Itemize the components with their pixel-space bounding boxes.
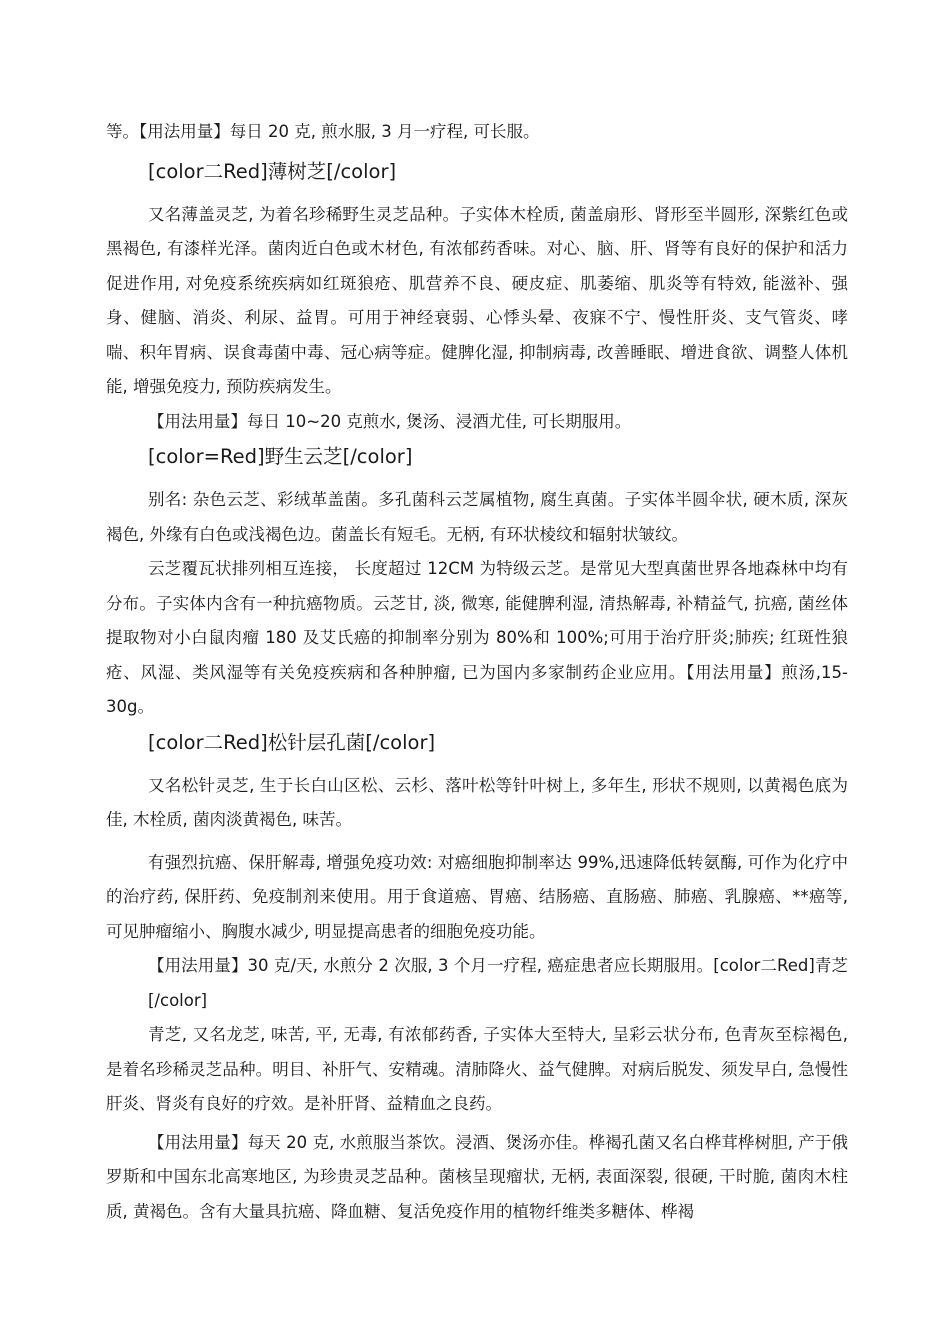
paragraph-dosage-3: 【用法用量】每天 20 克, 水煎服当茶饮。浸酒、煲汤亦佳。桦褐孔菌又名白桦茸桦树胆, 产于俄罗斯和中国东北高寒地区, 为珍贵灵芝品种。菌核呈现瘤状, 无柄, 表面深裂, 很硬, 干时脆, 菌肉木柱质, 黄褐色。含有大量具抗癌、降血糖、复活免疫作用的植物纤维类多糖体、桦褐 xyxy=(106,1132,848,1221)
paragraph-continuation: 等。【用法用量】每日 20 克, 煎水服, 3 月一疗程, 可长服。 xyxy=(106,122,540,141)
paragraph-song-zhen-effects: 有强烈抗癌、保肝解毒, 增强免疫功效: 对癌细胞抑制率达 99%,迅速降低转氨酶, 可作为化疗中的治疗药, 保肝药、免疫制剂来使用。用于食道癌、胃癌、结肠癌、直肠癌、肺癌、乳腺癌、**癌等, 可见肿瘤缩小、胸腹水减少, 明显提高患者的细胞免疫功能。 xyxy=(106,852,848,941)
paragraph-dosage-2: 【用法用量】30 克/天, 水煎分 2 次服, 3 个月一疗程, 癌症患者应长期服用。[color二Red]青芝[/color] xyxy=(148,956,848,1010)
paragraph-yun-zhi-alias: 别名: 杂色云芝、彩绒革盖菌。多孔菌科云芝属植物, 腐生真菌。子实体半圆伞状, 硬木质, 深灰褐色, 外缘有白色或浅褐色边。菌盖长有短毛。无柄, 有环状棱纹和辐射状皱纹。 xyxy=(106,490,848,544)
heading-ye-sheng-yun-zhi: [color=Red]野生云芝[/color] xyxy=(148,445,413,468)
paragraph-bo-shu-zhi: 又名薄盖灵芝, 为着名珍稀野生灵芝品种。子实体木栓质, 菌盖扇形、肾形至半圆形, 深紫红色或黑褐色, 有漆样光泽。菌肉近白色或木材色, 有浓郁药香味。对心、脑、肝、肾等有良好的保护和活力促进作用, 对免疫系统疾病如红斑狼疮、肌营养不良、硬皮症、肌萎缩、肌炎等有特效, 能滋补、强身、健脑、消炎、利尿、益胃。可用于神经衰弱、心悸头晕、夜寐不宁、慢性肝炎、支气管炎、哮喘、积年胃病、误食毒菌中毒、冠心病等症。健脾化湿, 抑制病毒, 改善睡眠、增进食欲、调整人体机能, 增强免疫力, 预防疾病发生。 xyxy=(106,204,848,396)
paragraph-dosage-1: 【用法用量】每日 10~20 克煎水, 煲汤、浸酒尤佳, 可长期服用。 xyxy=(148,411,632,431)
paragraph-song-zhen-alias: 又名松针灵芝, 生于长白山区松、云杉、落叶松等针叶树上, 多年生, 形状不规则, 以黄褐色底为佳, 木栓质, 菌肉淡黄褐色, 味苦。 xyxy=(106,775,848,829)
heading-song-zhen-ceng-kong-jun: [color二Red]松针层孔菌[/color] xyxy=(148,730,436,754)
paragraph-yun-zhi-effects: 云芝覆瓦状排列相互连接， 长度超过 12CM 为特级云芝。是常见大型真菌世界各地森林中均有分布。子实体内含有一种抗癌物质。云芝甘, 淡, 微寒, 能健脾利湿, 清热解毒, 补精益气, 抗癌, 菌丝体提取物对小白鼠肉瘤 180 及艾氏癌的抑制率分别为 80%和 100%;可用于治疗肝炎;肺疾; 红斑性狼疮、风湿、类风湿等有关免疫疾病和各种肿瘤, 已为国内多家制药企业应用。【用法用量】煎汤,15-30g。 xyxy=(106,559,848,716)
paragraph-qing-zhi: 青芝, 又名龙芝, 味苦, 平, 无毒, 有浓郁药香, 子实体大至特大, 呈彩云状分布, 色青灰至棕褐色, 是着名珍稀灵芝品种。明目、补肝气、安精魂。清肺降火、益气健脾。对病后脱发、须发早白, 急慢性肝炎、肾炎有良好的疗效。是补肝肾、益精血之良药。 xyxy=(106,1025,848,1113)
document-body xyxy=(106,115,848,1229)
heading-bo-shu-zhi: [color二Red]薄树芝[/color] xyxy=(148,159,397,183)
